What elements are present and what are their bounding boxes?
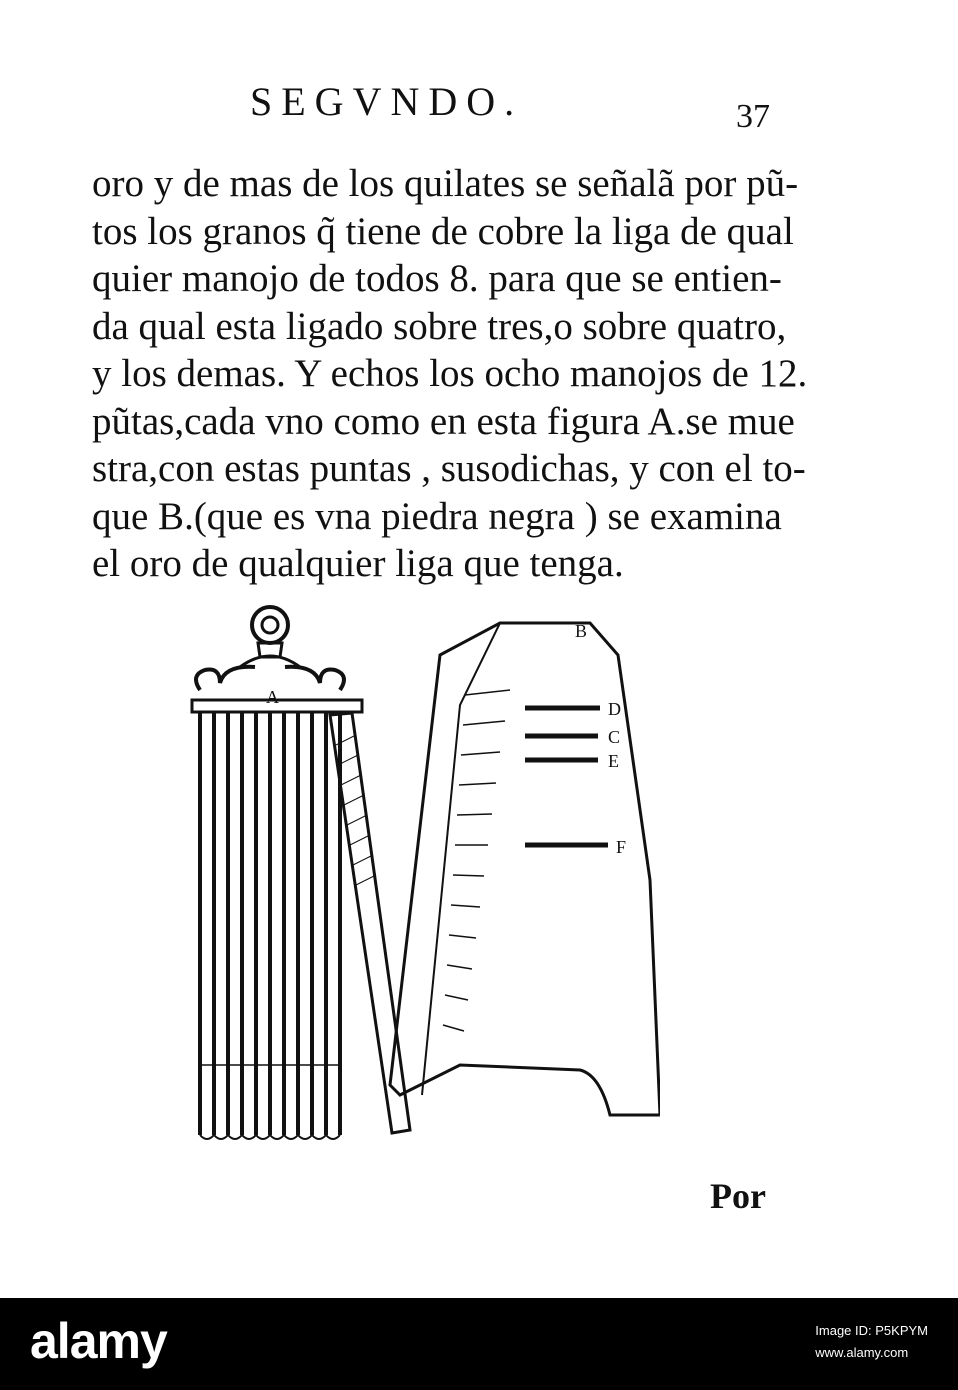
figure-label-a: A <box>266 687 279 707</box>
text-line: tos los granos q̃ tiene de cobre la liga de qual <box>92 209 794 253</box>
text-line: stra,con estas puntas , susodichas, y con el to- <box>92 447 806 490</box>
figure-label-e: E <box>608 751 619 771</box>
touchstone <box>390 623 660 1115</box>
text-line: el oro de qualquier liga que tenga. <box>92 542 624 585</box>
image-id: Image ID: P5KPYM <box>815 1323 928 1338</box>
alamy-logo: alamy <box>30 1313 167 1369</box>
running-head: SEGVNDO. <box>250 79 524 124</box>
text-line: quier manojo de todos 8. para que se entien- <box>92 257 782 300</box>
catchword: Por <box>710 1176 766 1216</box>
text-line: pũtas,cada vno como en esta figura A.se mue <box>92 399 795 443</box>
text-line: da qual esta ligado sobre tres,o sobre quatro, <box>92 304 787 348</box>
touch-needles-bundle <box>192 607 410 1139</box>
figure-label-f: F <box>616 837 627 857</box>
figure-label-d: D <box>608 699 621 719</box>
figure-label-c: C <box>608 727 621 747</box>
body-text <box>92 160 808 588</box>
woodcut-illustration <box>180 595 660 1155</box>
stock-footer-bar <box>0 1298 958 1390</box>
site-url: www.alamy.com <box>815 1345 909 1360</box>
text-line: oro y de mas de los quilates se señalã por pũ- <box>92 162 799 205</box>
text-line: que B.(que es vna piedra negra ) se examina <box>92 494 782 538</box>
footer-meta <box>815 1320 928 1364</box>
text-line: y los demas. Y echos los ocho manojos de 12. <box>92 352 808 395</box>
figure-label-b: B <box>575 621 588 641</box>
page-number: 37 <box>736 98 770 135</box>
